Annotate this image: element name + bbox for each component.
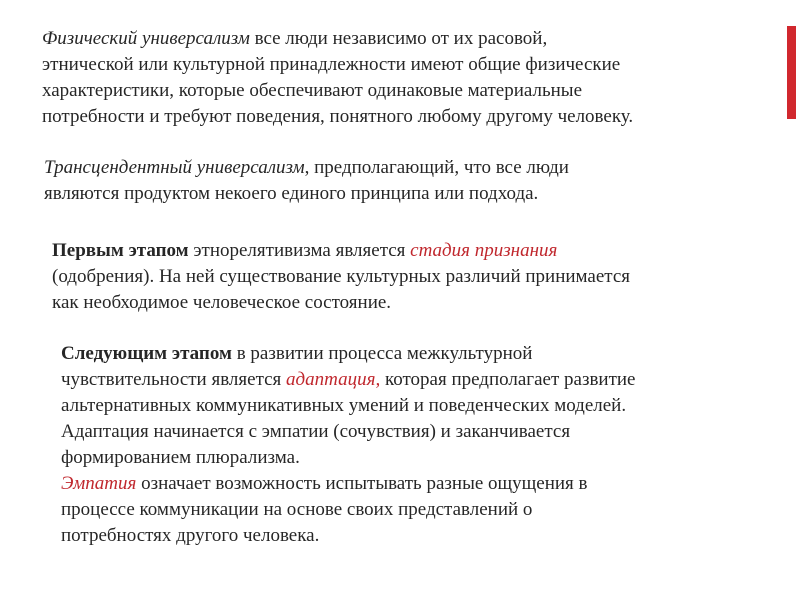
- accent-bar: [787, 26, 796, 119]
- paragraph-line: формированием плюрализма.: [61, 447, 300, 468]
- paragraph-line: [61, 341, 761, 367]
- term-transcendent-universalism: Трансцендентный универсализм: [44, 157, 305, 178]
- paragraph-line: являются продуктом некоего единого принципа или подхода.: [44, 183, 539, 204]
- text-fragment: , предполагающий, что все люди: [304, 157, 569, 178]
- paragraph-line: [44, 155, 764, 181]
- paragraph-line: как необходимое человеческое состояние.: [52, 292, 392, 313]
- paragraph-next-stage: [61, 341, 761, 549]
- paragraph-line: характеристики, которые обеспечивают одинаковые материальные: [42, 80, 583, 101]
- text-fragment: означает возможность испытывать разные ощущения в: [136, 473, 588, 494]
- paragraph-first-stage: [52, 238, 772, 316]
- paragraph-line: [61, 471, 761, 497]
- highlight-empathy: Эмпатия: [61, 473, 137, 494]
- paragraph-line: [42, 26, 772, 52]
- paragraph-line: [61, 367, 761, 393]
- bold-first-stage: Первым этапом: [52, 240, 189, 261]
- paragraph-line: [52, 238, 772, 264]
- paragraph-line: этнической или культурной принадлежности имеют общие физические: [42, 54, 621, 75]
- paragraph-line: (одобрения). На ней существование культурных различий принимается: [52, 266, 630, 287]
- paragraph-line: процессе коммуникации на основе своих представлений о: [61, 499, 533, 520]
- paragraph-line: альтернативных коммуникативных умений и поведенческих моделей.: [61, 395, 627, 416]
- paragraph-transcendent-universalism: [44, 155, 764, 207]
- text-fragment: чувствительности является: [61, 369, 287, 390]
- paragraph-line: потребности и требуют поведения, понятного любому другому человеку.: [42, 106, 634, 127]
- text-fragment: которая предполагает развитие: [380, 369, 636, 390]
- text-fragment: в развитии процесса межкультурной: [231, 343, 533, 364]
- term-physical-universalism: Физический универсализм: [42, 28, 250, 49]
- text-fragment: этнорелятивизма является: [188, 240, 411, 261]
- paragraph-physical-universalism: [42, 26, 772, 130]
- highlight-adaptation: адаптация,: [286, 369, 381, 390]
- paragraph-line: Адаптация начинается с эмпатии (сочувствия) и заканчивается: [61, 421, 571, 442]
- bold-next-stage: Следующим этапом: [61, 343, 232, 364]
- paragraph-line: потребностях другого человека.: [61, 525, 320, 546]
- highlight-recognition-stage: стадия признания: [410, 240, 558, 261]
- text-fragment: все люди независимо от их расовой,: [249, 28, 548, 49]
